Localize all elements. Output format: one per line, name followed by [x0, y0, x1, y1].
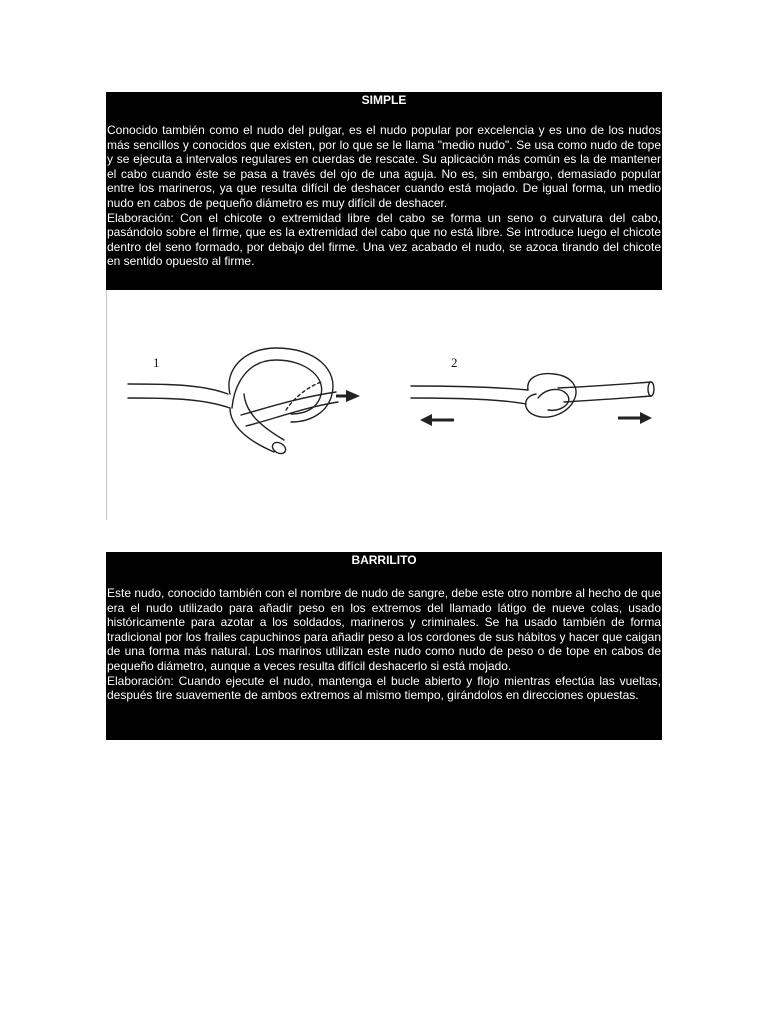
rope-loop-inner: [232, 360, 322, 414]
rope-right-bottom: [564, 396, 651, 402]
section-title: SIMPLE: [361, 93, 407, 107]
rope-left-bottom: [411, 398, 526, 404]
left-arrow-icon: [420, 414, 454, 426]
knot-illustration: [106, 290, 662, 520]
section-paragraph-description: Conocido también como el nudo del pulgar, es el nudo popular por excelencia y es uno de los nudos más sencillos y conocidos que existen, por lo que se le llama "medio nudo". Se usa como nudo de tope y se ejecuta a intervalos regulares en cuerdas de rescate. Su aplicación más común es la de mantener el cabo cuando éste se pasa a través del ojo de una aguja. No es, sin embargo, demasiado popular entre los marineros, ya que resulta difícil de deshacer cuando está mojado. De igual forma, un medio nudo en cabos de pequeño diámetro es muy difícil de deshacer.: [107, 123, 661, 210]
rope-loop-outer: [229, 348, 333, 422]
section-title: BARRILITO: [351, 553, 417, 567]
rope-knot-inner: [538, 389, 569, 410]
section-body: [106, 586, 662, 703]
section-simple: [106, 92, 662, 290]
rope-standing-top: [128, 384, 228, 394]
knot-step-2-drawing: [411, 374, 654, 418]
rope-right-tip: [648, 382, 654, 396]
section-paragraph-elaboration: Elaboración: Con el chicote o extremidad libre del cabo se forma un seno o curvatura del cabo, pasándolo sobre el firme, que es la extremidad del cabo que no está libre. Se introduce luego el chicote dentro del seno formado, por debajo del firme. Una vez acabado el nudo, se azoca tirando del chicote en sentido opuesto al firme.: [107, 210, 661, 269]
right-arrow-icon: [618, 412, 652, 424]
step-label-1: 1: [153, 355, 160, 370]
knot-step-1-drawing: [128, 348, 338, 456]
rope-standing-bottom: [128, 398, 230, 408]
rope-end-tip: [270, 440, 287, 456]
section-body: [106, 123, 662, 269]
pull-arrow-icon: [346, 390, 360, 402]
section-paragraph-description: Este nudo, conocido también con el nombre de nudo de sangre, debe este otro nombre al hecho de que era el nudo utilizado para añadir peso en los extremos del llamado látigo de nueve colas, usado históricamente para azotar a los soldados, marineros y criminales. Se ha usado también de forma tradicional por los frailes capuchinos para añadir peso a los cordones de sus hábitos y hacer que caigan de una forma más natural. Los marinos utilizan este nudo como nudo de peso o de tope en cabos de pequeño diámetro, aunque a veces resulta difícil deshacerlo si está mojado.: [107, 586, 661, 673]
section-paragraph-elaboration: Elaboración: Cuando ejecute el nudo, mantenga el bucle abierto y flojo mientras efectúa las vueltas, después tire suavemente de ambos extremos al mismo tiempo, girándolos en direcciones opuestas.: [107, 673, 661, 703]
step-label-2: 2: [451, 355, 458, 370]
rope-left-top: [411, 386, 528, 390]
section-barrilito: [106, 552, 662, 740]
